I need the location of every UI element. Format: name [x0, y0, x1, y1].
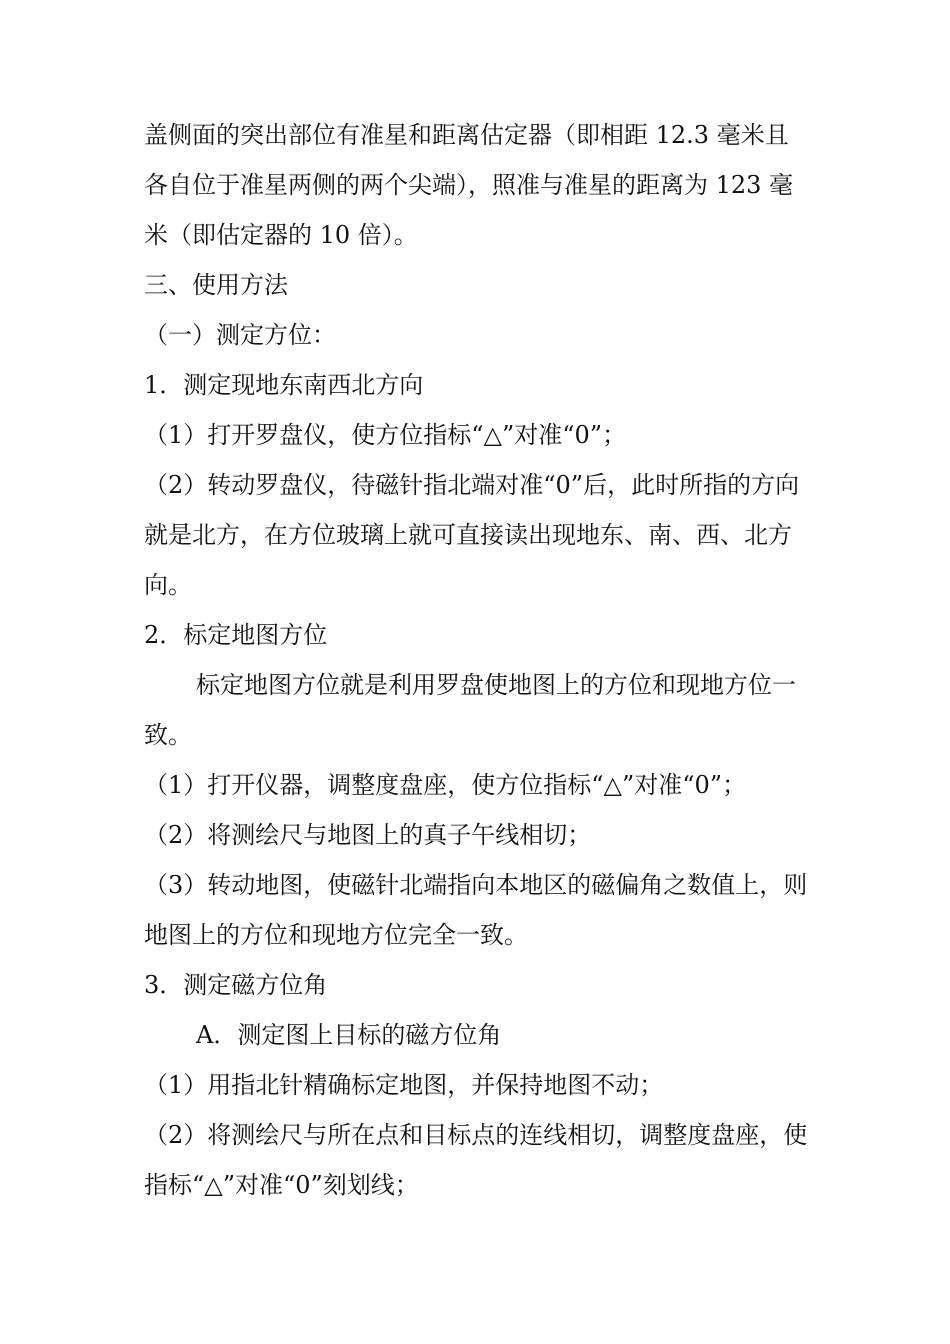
subitem-heading-map-target-azimuth: A．测定图上目标的磁方位角: [196, 1021, 502, 1049]
item-heading-orient-map: 2．标定地图方位: [144, 621, 328, 649]
paragraph-scope-description: 盖侧面的突出部位有准星和距离估定器（即相距 12.3 毫米且各自位于准星两侧的两个尖端），照准与准星的距离为 123 毫米（即估定器的 10 倍）。: [144, 121, 794, 249]
step-align-ruler-target: （2）将测绘尺与所在点和目标点的连线相切，调整度盘座，使指标“△”对准“0”刻划线；: [144, 1121, 808, 1199]
subheading-determine-direction: （一）测定方位：: [144, 321, 336, 349]
item-heading-magnetic-azimuth: 3．测定磁方位角: [144, 971, 328, 999]
document-body: [144, 110, 809, 1210]
paragraph-orient-map-definition: 标定地图方位就是利用罗盘使地图上的方位和现地方位一致。: [144, 671, 796, 749]
step-align-ruler-meridian: （2）将测绘尺与地图上的真子午线相切；: [144, 821, 592, 849]
step-orient-map-precisely: （1）用指北针精确标定地图，并保持地图不动；: [144, 1071, 664, 1099]
step-rotate-compass: （2）转动罗盘仪，待磁针指北端对准“0”后，此时所指的方向就是北方，在方位玻璃上就可直接读出现地东、南、西、北方向。: [144, 471, 800, 599]
heading-usage-method: 三、使用方法: [144, 271, 288, 299]
item-heading-cardinal-directions: 1．测定现地东南西北方向: [144, 371, 424, 399]
step-open-instrument: （1）打开仪器，调整度盘座，使方位指标“△”对准“0”；: [144, 771, 747, 799]
step-open-compass: （1）打开罗盘仪，使方位指标“△”对准“0”；: [144, 421, 627, 449]
step-rotate-map: （3）转动地图，使磁针北端指向本地区的磁偏角之数值上，则地图上的方位和现地方位完全一致。: [144, 871, 808, 949]
